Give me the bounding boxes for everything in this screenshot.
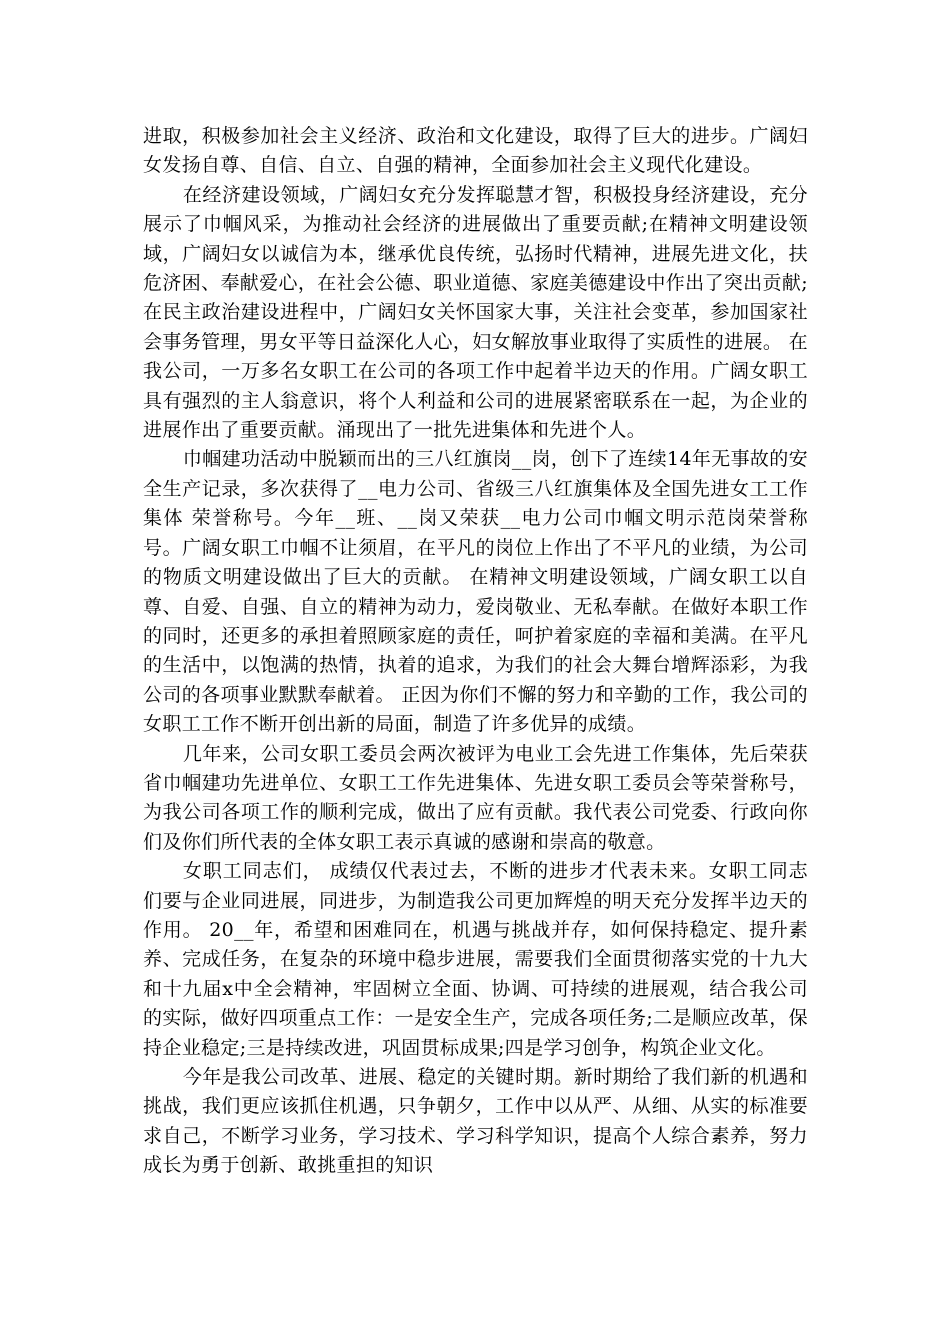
paragraph-5: 女职工同志们， 成绩仅代表过去，不断的进步才代表未来。女职工同志们要与企业同进展，同进步，为制造我公司更加辉煌的明天充分发挥半边天的作用。 20__年，希望和困难同在，机遇与挑战并存，如何保持稳定、提升素养、完成任务，在复杂的环境中稳步进展，需要我们全面贯彻落实党的十九大和十九届x中全会精神，牢固树立全面、协调、可持续的进展观，结合我公司的实际，做好四项重点工作：一是安全生产，完成各项任务;二是顺应改革，保持企业稳定;三是持续改进，巩固贯标成果;四是学习创争，构筑企业文化。 [143,860,808,1059]
document-page [143,122,808,1181]
paragraph-6: 今年是我公司改革、进展、稳定的关键时期。新时期给了我们新的机遇和挑战，我们更应该抓住机遇，只争朝夕，工作中以从严、从细、从实的标准要求自己，不断学习业务，学习技术、学习科学知识，提高个人综合素养，努力成长为勇于创新、敢挑重担的知识 [143,1066,808,1177]
paragraph-2: 在经济建设领域，广阔妇女充分发挥聪慧才智，积极投身经济建设，充分展示了巾帼风采，为推动社会经济的进展做出了重要贡献;在精神文明建设领域，广阔妇女以诚信为本，继承优良传统，弘扬时代精神，进展先进文化，扶危济困、奉献爱心，在社会公德、职业道德、家庭美德建设中作出了突出贡献;在民主政治建设进程中，广阔妇女关怀国家大事，关注社会变革，参加国家社会事务管理，男女平等日益深化人心，妇女解放事业取得了实质性的进展。 在我公司，一万多名女职工在公司的各项工作中起着半边天的作用。广阔女职工具有强烈的主人翁意识，将个人利益和公司的进展紧密联系在一起，为企业的进展作出了重要贡献。涌现出了一批先进集体和先进个人。 [143,183,808,442]
paragraph-1: 进取，积极参加社会主义经济、政治和文化建设，取得了巨大的进步。广阔妇女发扬自尊、自信、自立、自强的精神，全面参加社会主义现代化建设。 [143,125,808,177]
paragraph-3: 巾帼建功活动中脱颖而出的三八红旗岗__岗，创下了连续14年无事故的安全生产记录，多次获得了__电力公司、省级三八红旗集体及全国先进女工工作集体 荣誉称号。今年__班、__岗又荣获__电力公司巾帼文明示范岗荣誉称号。广阔女职工巾帼不让须眉，在平凡的岗位上作出了不平凡的业绩，为公司的物质文明建设做出了巨大的贡献。 在精神文明建设领域，广阔女职工以自尊、自爱、自强、自立的精神为动力，爱岗敬业、无私奉献。在做好本职工作的同时，还更多的承担着照顾家庭的责任，呵护着家庭的幸福和美满。在平凡的生活中，以饱满的热情，执着的追求，为我们的社会大舞台增辉添彩，为我公司的各项事业默默奉献着。 正因为你们不懈的努力和辛勤的工作，我公司的女职工工作不断开创出新的局面，制造了许多优异的成绩。 [143,448,808,736]
paragraph-4: 几年来，公司女职工委员会两次被评为电业工会先进工作集体，先后荣获省巾帼建功先进单位、女职工工作先进集体、先进女职工委员会等荣誉称号，为我公司各项工作的顺利完成，做出了应有贡献。我代表公司党委、行政向你们及你们所代表的全体女职工表示真诚的感谢和崇高的敬意。 [143,742,808,853]
